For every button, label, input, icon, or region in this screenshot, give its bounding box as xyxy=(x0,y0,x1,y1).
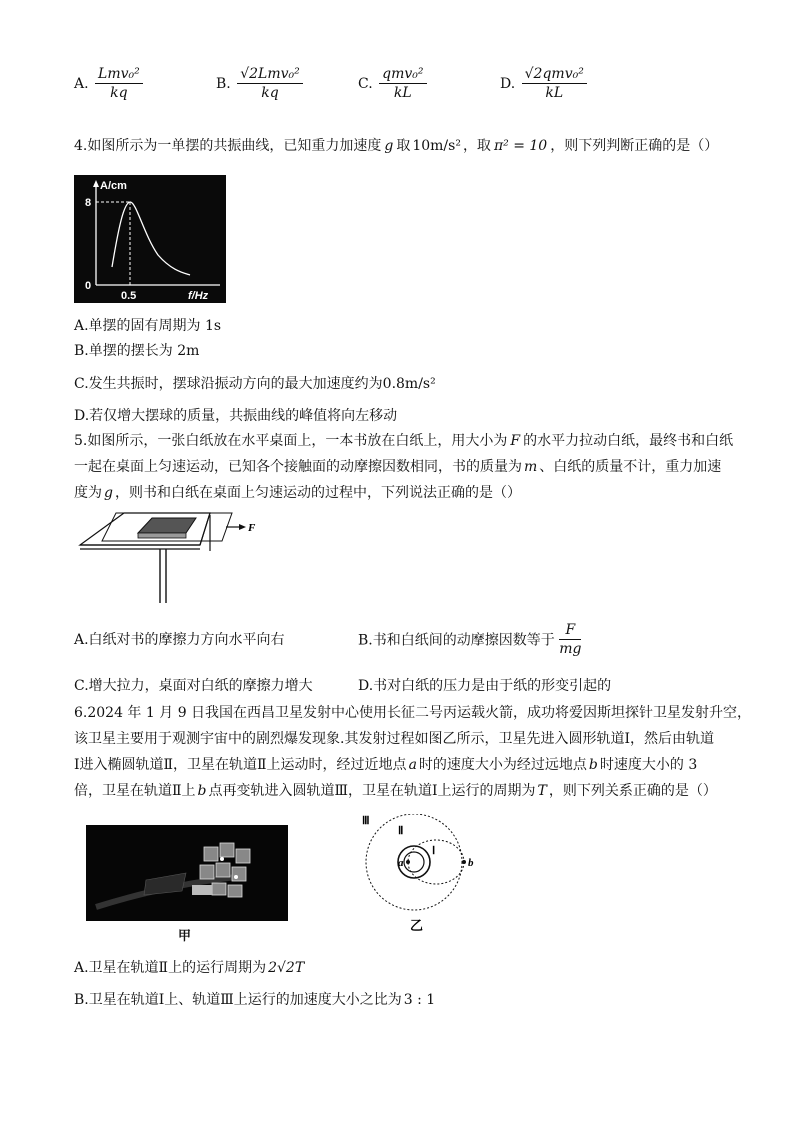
option-letter: A. xyxy=(74,75,89,92)
option-letter: D. xyxy=(500,75,516,92)
q5-stem-line1: 5.如图所示，一张白纸放在水平桌面上，一本书放在白纸上，用大小为 F 的水平力拉动白纸，最终书和白纸 xyxy=(74,433,734,449)
fraction: $\frac{\text{√2Lmv₀²}}{kq}$ xyxy=(237,66,303,101)
option-letter: C. xyxy=(358,75,373,92)
q6-stem-line3: Ⅰ进入椭圆轨道Ⅱ，卫星在轨道Ⅱ上运动时，经过近地点 a 时的速度大小为经过远地点 b 时速度大小的 3 xyxy=(74,757,698,773)
option-letter: B. xyxy=(216,75,231,92)
q3-option-a xyxy=(74,66,143,101)
orbit-2-label: Ⅱ xyxy=(398,825,404,837)
q6-stem-line2: 该卫星主要用于观测宇宙中的剧烈爆发现象.其发射过程如图乙所示，卫星先进入圆形轨道Ⅰ，然后由轨道 xyxy=(74,731,714,747)
q4-option-a: A.单摆的固有周期为 1s xyxy=(74,318,222,334)
q5-stem-line2: 一起在桌面上匀速运动，已知各个接触面的动摩擦因数相同，书的质量为 m 、白纸的质量不计，重力加速 xyxy=(74,459,722,475)
q3-option-d xyxy=(500,66,587,101)
q5-option-d: D.书对白纸的压力是由于纸的形变引起的 xyxy=(358,678,612,694)
fraction: $\frac{\text{√2qmv₀²}}{kL}$ xyxy=(522,66,587,101)
q3-option-c xyxy=(358,66,427,101)
q5-stem-line3: 度为 g ，则书和白纸在桌面上匀速运动的过程中，下列说法正确的是（） xyxy=(74,485,521,501)
orbit-3-label: Ⅲ xyxy=(362,815,370,827)
force-label: F xyxy=(248,522,256,534)
figure-label-jia: 甲 xyxy=(178,929,192,944)
origin-label: 0 xyxy=(85,280,92,292)
y-axis-label: A/cm xyxy=(100,180,127,192)
y-tick-label: 8 xyxy=(85,197,92,209)
point-b-label: b xyxy=(468,857,474,869)
figure-label-yi: 乙 xyxy=(410,918,424,932)
fraction: $\frac{\text{qmv₀²}}{kL}$ xyxy=(379,66,426,101)
q5-option-b: B.书和白纸间的动摩擦因数等于 $\frac{F}{mg}$ xyxy=(358,622,582,657)
x-tick-label: 0.5 xyxy=(121,290,137,302)
q4-stem: 4.如图所示为一单摆的共振曲线，已知重力加速度 g 取 10m/s² ，取 π² = 10 ，则下列判断正确的是（） xyxy=(74,138,719,154)
point-a-label: a xyxy=(398,857,404,869)
q6-option-b: B.卫星在轨道Ⅰ上、轨道Ⅲ上运行的加速度大小之比为 3 : 1 xyxy=(74,992,436,1008)
q5-option-c: C.增大拉力，桌面对白纸的摩擦力增大 xyxy=(74,678,313,694)
q5-option-a: A.白纸对书的摩擦力方向水平向右 xyxy=(74,632,285,648)
q4-option-b: B.单摆的摆长为 2m xyxy=(74,343,200,359)
q6-option-a: A.卫星在轨道Ⅱ上的运行周期为 2√2T xyxy=(74,960,305,976)
orbit-diagram-figure xyxy=(358,814,486,932)
book-on-paper-figure xyxy=(74,505,274,607)
q4-option-c: C.发生共振时，摆球沿振动方向的最大加速度约为0.8m/s² xyxy=(74,376,436,392)
fraction: $\frac{F}{mg}$ xyxy=(559,622,582,657)
q3-option-b xyxy=(216,66,303,101)
q4-option-d: D.若仅增大摆球的质量，共振曲线的峰值将向左移动 xyxy=(74,408,398,424)
fraction: $\frac{\text{Lmv₀²}}{kq}$ xyxy=(95,66,143,101)
satellite-photo-figure xyxy=(86,825,288,921)
q6-stem-line1: 6.2024 年 1 月 9 日我国在西昌卫星发射中心使用长征二号丙运载火箭，成功将爱因斯坦探针卫星发射升空， xyxy=(74,705,752,721)
orbit-1-label: Ⅰ xyxy=(432,845,436,857)
resonance-curve-figure xyxy=(74,175,226,303)
q6-stem-line4: 倍，卫星在轨道Ⅱ上 b 点再变轨进入圆轨道Ⅲ，卫星在轨道Ⅰ上运行的周期为 T ，则下列关系正确的是（） xyxy=(74,783,717,799)
x-axis-label: f/Hz xyxy=(188,290,209,302)
